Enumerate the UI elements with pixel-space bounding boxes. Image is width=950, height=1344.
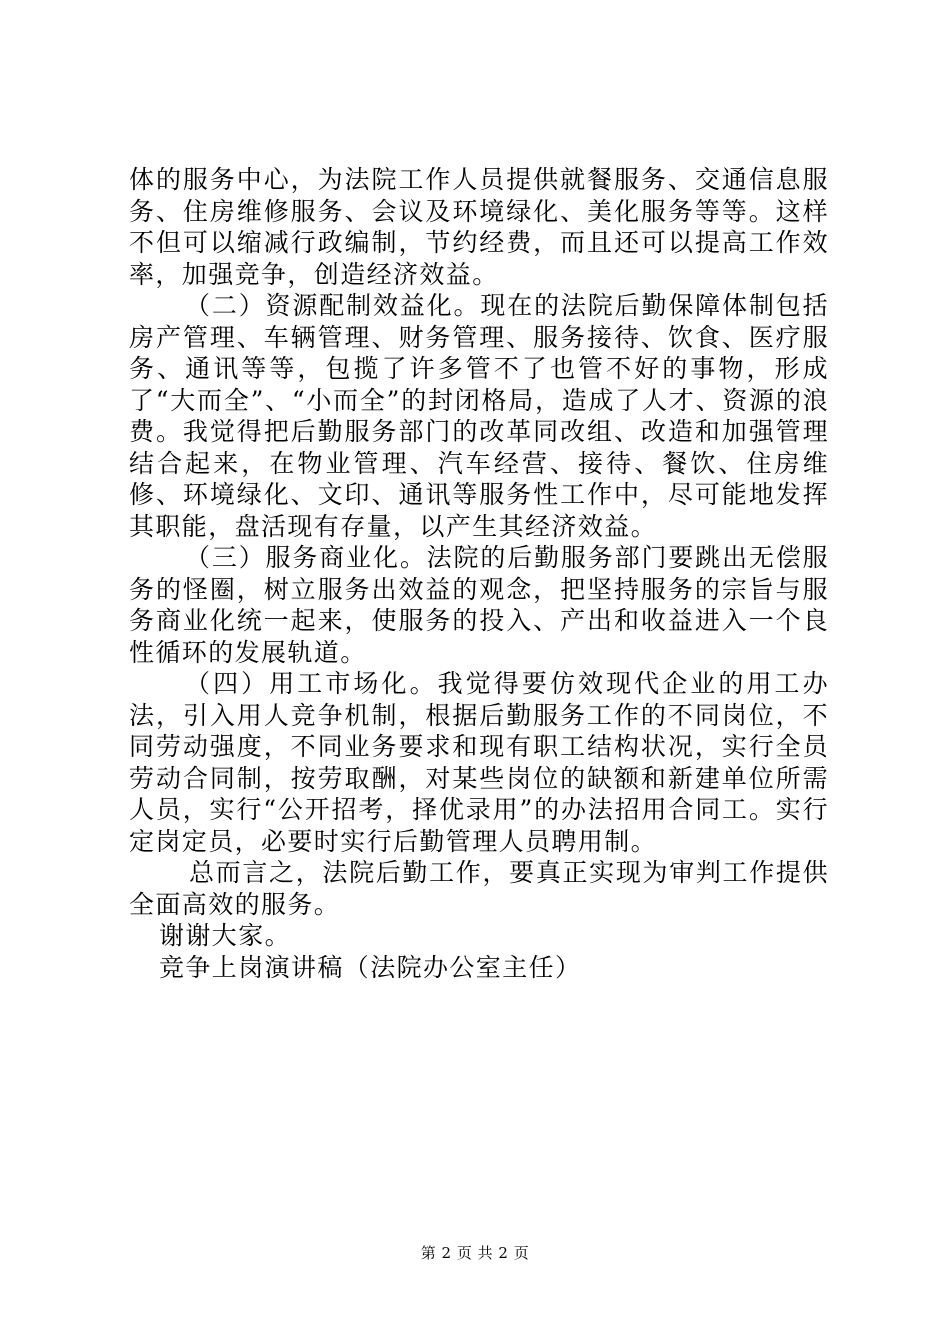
- paragraph-service-commercialization: （三）服务商业化。法院的后勤服务部门要跳出无偿服务的怪圈，树立服务出效益的观念，把坚持服务的宗旨与服务商业化统一起来，使服务的投入、产出和收益进入一个良性循环的发展轨道。: [129, 543, 829, 667]
- paragraph-service-center-continuation: 体的服务中心，为法院工作人员提供就餐服务、交通信息服务、住房维修服务、会议及环境绿化、美化服务等等。这样不但可以缩减行政编制，节约经费，而且还可以提高工作效率，加强竞争，创造经济效益。: [129, 165, 829, 289]
- paragraph-employment-marketization: （四）用工市场化。我觉得要仿效现代企业的用工办法，引入用人竞争机制，根据后勤服务工作的不同岗位，不同劳动强度，不同业务要求和现有职工结构状况，实行全员劳动合同制，按劳取酬，对某些岗位的缺额和新建单位所需人员，实行“公开招考，择优录用”的办法招用合同工。实行定岗定员，必要时实行后勤管理人员聘用制。: [129, 669, 829, 856]
- page-number-label: 第 2 页 共 2 页: [420, 1244, 530, 1262]
- paragraph-thanks: 谢谢大家。: [159, 921, 292, 950]
- document-body: [129, 164, 829, 983]
- paragraph-conclusion: 总而言之，法院后勤工作，要真正实现为审判工作提供全面高效的服务。: [129, 858, 829, 919]
- paragraph-resource-allocation: （二）资源配制效益化。现在的法院后勤保障体制包括房产管理、车辆管理、财务管理、服务接待、饮食、医疗服务、通讯等等，包揽了许多管不了也管不好的事物，形成了“大而全”、“小而全”的封闭格局，造成了人才、资源的浪费。我觉得把后勤服务部门的改革同改组、改造和加强管理结合起来，在物业管理、汽车经营、接待、餐饮、住房维修、环境绿化、文印、通讯等服务性工作中，尽可能地发挥其职能，盘活现有存量，以产生其经济效益。: [129, 291, 829, 541]
- paragraph-next-title: 竞争上岗演讲稿（法院办公室主任）: [159, 952, 582, 982]
- page-footer: [0, 1243, 950, 1263]
